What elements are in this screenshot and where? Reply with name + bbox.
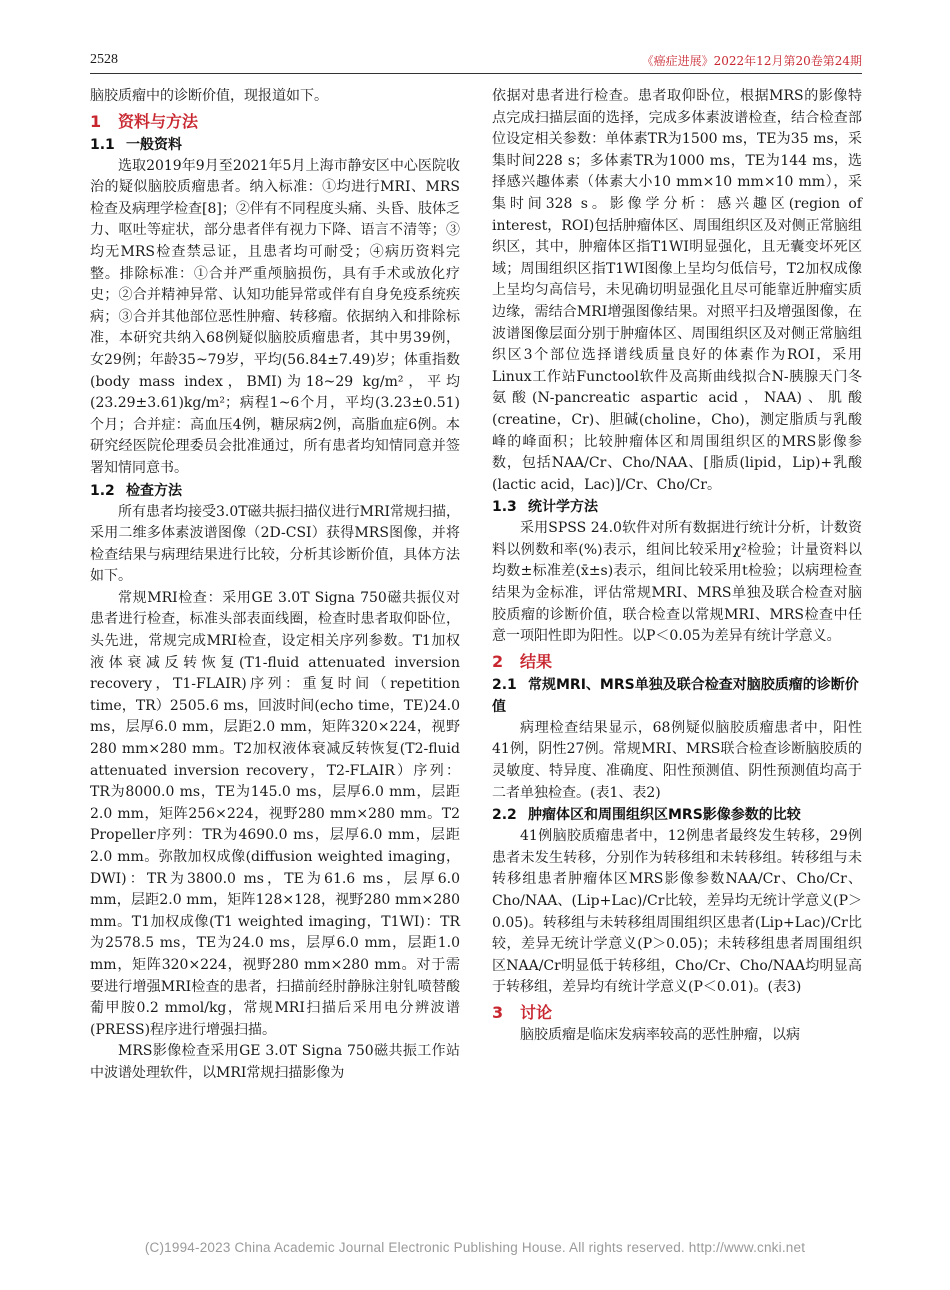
section-number: 1 (90, 111, 102, 131)
section-title: 资料与方法 (118, 111, 199, 131)
subsection-title: 一般资料 (126, 136, 182, 153)
subsection-number: 1.2 (90, 482, 115, 499)
right-column (492, 86, 862, 1047)
subsection-heading-general (90, 134, 460, 156)
section-title: 讨论 (520, 1002, 553, 1022)
subsection-heading-diagnostic-value (492, 674, 862, 718)
paragraph-exam-overview: 所有患者均接受3.0T磁共振扫描仪进行MRI常规扫描，采用二维多体素波谱图像（2D-CSI）获得MRS图像，并将检查结果与病理结果进行比较，分析其诊断价值，具体方法如下。 (90, 503, 461, 585)
section-number: 3 (492, 1002, 504, 1022)
paragraph-statistics: 采用SPSS 24.0软件对所有数据进行统计分析，计数资料以例数和率(%)表示，组间比较采用χ²检验；计量资料以均数±标准差(x̄±s)表示，组间比较采用t检验；以病理检查结果为金标准，评估常规MRI、MRS单独及联合检查对脑胶质瘤的诊断价值，联合检查以常规MRI、MRS检查中任意一项阳性即为阳性。以P＜0.05为差异有统计学意义。 (492, 520, 862, 645)
subsection-title: 检查方法 (126, 482, 182, 499)
paragraph-discussion-start: 脑胶质瘤是临床发病率较高的恶性肿瘤，以病 (520, 1026, 800, 1043)
subsection-number: 2.2 (492, 807, 517, 824)
subsection-title: 常规MRI、MRS单独及联合检查对脑胶质瘤的诊断价值 (492, 676, 859, 715)
section-heading-results (492, 650, 862, 674)
paragraph-intro-end: 脑胶质瘤中的诊断价值，现报道如下。 (90, 88, 328, 104)
paragraph-mrs-comparison: 41例脑胶质瘤患者中，12例患者最终发生转移，29例患者未发生转移，分别作为转移组和未转移组。转移组与未转移组患者肿瘤体区MRS影像参数NAA/Cr、Cho/Cr、Cho/NAA、(Lip+Lac)/Cr比较，差异均无统计学意义(P＞0.05)。转移组与未转移组周围组织区患者(Lip+Lac)/Cr比较，差异无统计学意义(P＞0.05)；未转移组患者周围组织区NAA/Cr明显低于转移组，Cho/Cr、Cho/NAA均明显高于转移组，差异均有统计学意义(P＜0.01)。(表3) (492, 828, 862, 996)
paragraph-mrs-start: MRS影像检查采用GE 3.0T Signa 750磁共振工作站中波谱处理软件，以MRI常规扫描影像为 (90, 1043, 460, 1081)
subsection-title: 肿瘤体区和周围组织区MRS影像参数的比较 (528, 807, 801, 824)
subsection-number: 1.1 (90, 136, 115, 153)
left-column (90, 86, 460, 1085)
copyright-footer: (C)1994-2023 China Academic Journal Electronic Publishing House. All rights reserved. http://www.cnki.net (144, 1240, 806, 1255)
section-heading-methods (90, 110, 460, 134)
subsection-number: 1.3 (492, 499, 517, 516)
paragraph-general-data: 选取2019年9月至2021年5月上海市静安区中心医院收治的疑似脑胶质瘤患者。纳入标准：①均进行MRI、MRS检查及病理学检查[8]；②伴有不同程度头痛、头昏、肢体乏力、呕吐等症状，部分患者伴有视力下降、语言不清等；③均无MRS检查禁忌证，且患者均可耐受；④病历资料完整。排除标准：①合并严重颅脑损伤，具有手术或放化疗史；②合并精神异常、认知功能异常或伴有自身免疫系统疾病；③合并其他部位恶性肿瘤、转移瘤。依据纳入和排除标准，本研究共纳入68例疑似脑胶质瘤患者，其中男39例，女29例；年龄35~79岁，平均(56.84±7.49)岁；体重指数(body mass index，BMI)为18~29 kg/m²，平均(23.29±3.61)kg/m²；病程1~6个月，平均(3.23±0.51)个月；合并症：高血压4例，糖尿病2例，高脂血症6例。本研究经医院伦理委员会批准通过，所有患者均知情同意并签署知情同意书。 (90, 157, 460, 476)
subsection-heading-mrs-comparison (492, 804, 862, 826)
section-title: 结果 (520, 651, 553, 671)
subsection-heading-exam (90, 480, 460, 502)
subsection-heading-statistics (492, 496, 862, 518)
section-number: 2 (492, 651, 504, 671)
page-number: 2528 (90, 52, 118, 67)
paragraph-diagnostic-results: 病理检查结果显示，68例疑似脑胶质瘤患者中，阳性41例，阴性27例。常规MRI、MRS联合检查诊断脑胶质的灵敏度、特异度、准确度、阳性预测值、阴性预测值均高于二者单独检查。(表1、表2) (492, 719, 862, 801)
paragraph-mrs-protocol: 依据对患者进行检查。患者取仰卧位，根据MRS的影像特点完成扫描层面的选择，完成多体素波谱检查，结合检查部位设定相关参数：单体素TR为1500 ms，TE为35 ms，采集时间228 s；多体素TR为1000 ms，TE为144 ms，选择感兴趣体素（体素大小10 mm×10 mm×10 mm），采集时间328 s。影像学分析：感兴趣区(region of interest，ROI)包括肿瘤体区、周围组织区及对侧正常脑组织区，其中，肿瘤体区指T1WI明显强化，且无囊变坏死区域；周围组织区指T1WI图像上呈均匀低信号，T2加权成像上呈均匀高信号，未见确切明显强化且尽可能靠近肿瘤实质边缘，需结合MRI增强图像结果。对照平扫及增强图像，在波谱图像层面分别于肿瘤体区、周围组织区及对侧正常脑组织区3个部位选择谱线质量良好的体素作为ROI，采用Linux工作站Functool软件及高斯曲线拟合N-胰腺天门冬氨酸(N-pancreatic aspartic acid，NAA)、肌酸(creatine，Cr)、胆碱(choline，Cho)，测定脂质与乳酸峰的峰面积；比较肿瘤体区和周围组织区的MRS影像参数，包括NAA/Cr、Cho/NAA、[脂质(lipid，Lip)+乳酸(lactic acid，Lac)]/Cr、Cho/Cr。 (492, 88, 862, 493)
journal-citation: 《癌症进展》2022年12月第20卷第24期 (641, 54, 862, 68)
subsection-title: 统计学方法 (528, 499, 598, 516)
running-header (90, 52, 862, 74)
subsection-number: 2.1 (492, 676, 517, 693)
section-heading-discussion (492, 1001, 862, 1025)
paragraph-mri-protocol: 常规MRI检查：采用GE 3.0T Signa 750磁共振仪对患者进行检查，标准头部表面线圈，检查时患者取仰卧位，头先进，常规完成MRI检查，设定相关序列参数。T1加权液体衰减反转恢复(T1-fluid attenuated inversion recovery，T1-FLAIR)序列：重复时间（repetition time，TR）2505.6 ms，回波时间(echo time，TE)24.0 ms，层厚6.0 mm，层距2.0 mm，矩阵320×224，视野280 mm×280 mm。T2加权液体衰减反转恢复(T2-fluid attenuated inversion recovery，T2-FLAIR）序列：TR为8000.0 ms，TE为145.0 ms，层厚6.0 mm，层距2.0 mm，矩阵256×224，视野280 mm×280 mm。T2 Propeller序列：TR为4690.0 ms，层厚6.0 mm，层距2.0 mm。弥散加权成像(diffusion weighted imaging，DWI)：TR为3800.0 ms，TE为61.6 ms，层厚6.0 mm，层距2.0 mm，矩阵128×128，视野280 mm×280 mm。T1加权成像(T1 weighted imaging，T1WI)：TR为2578.5 ms，TE为24.0 ms，层厚6.0 mm，层距1.0 mm，矩阵320×224，视野280 mm×280 mm。对于需要进行增强MRI检查的患者，扫描前经肘静脉注射钆喷替酸葡甲胺0.2 mmol/kg，常规MRI扫描后采用电分辨波谱(PRESS)程序进行增强扫描。 (90, 589, 460, 1038)
